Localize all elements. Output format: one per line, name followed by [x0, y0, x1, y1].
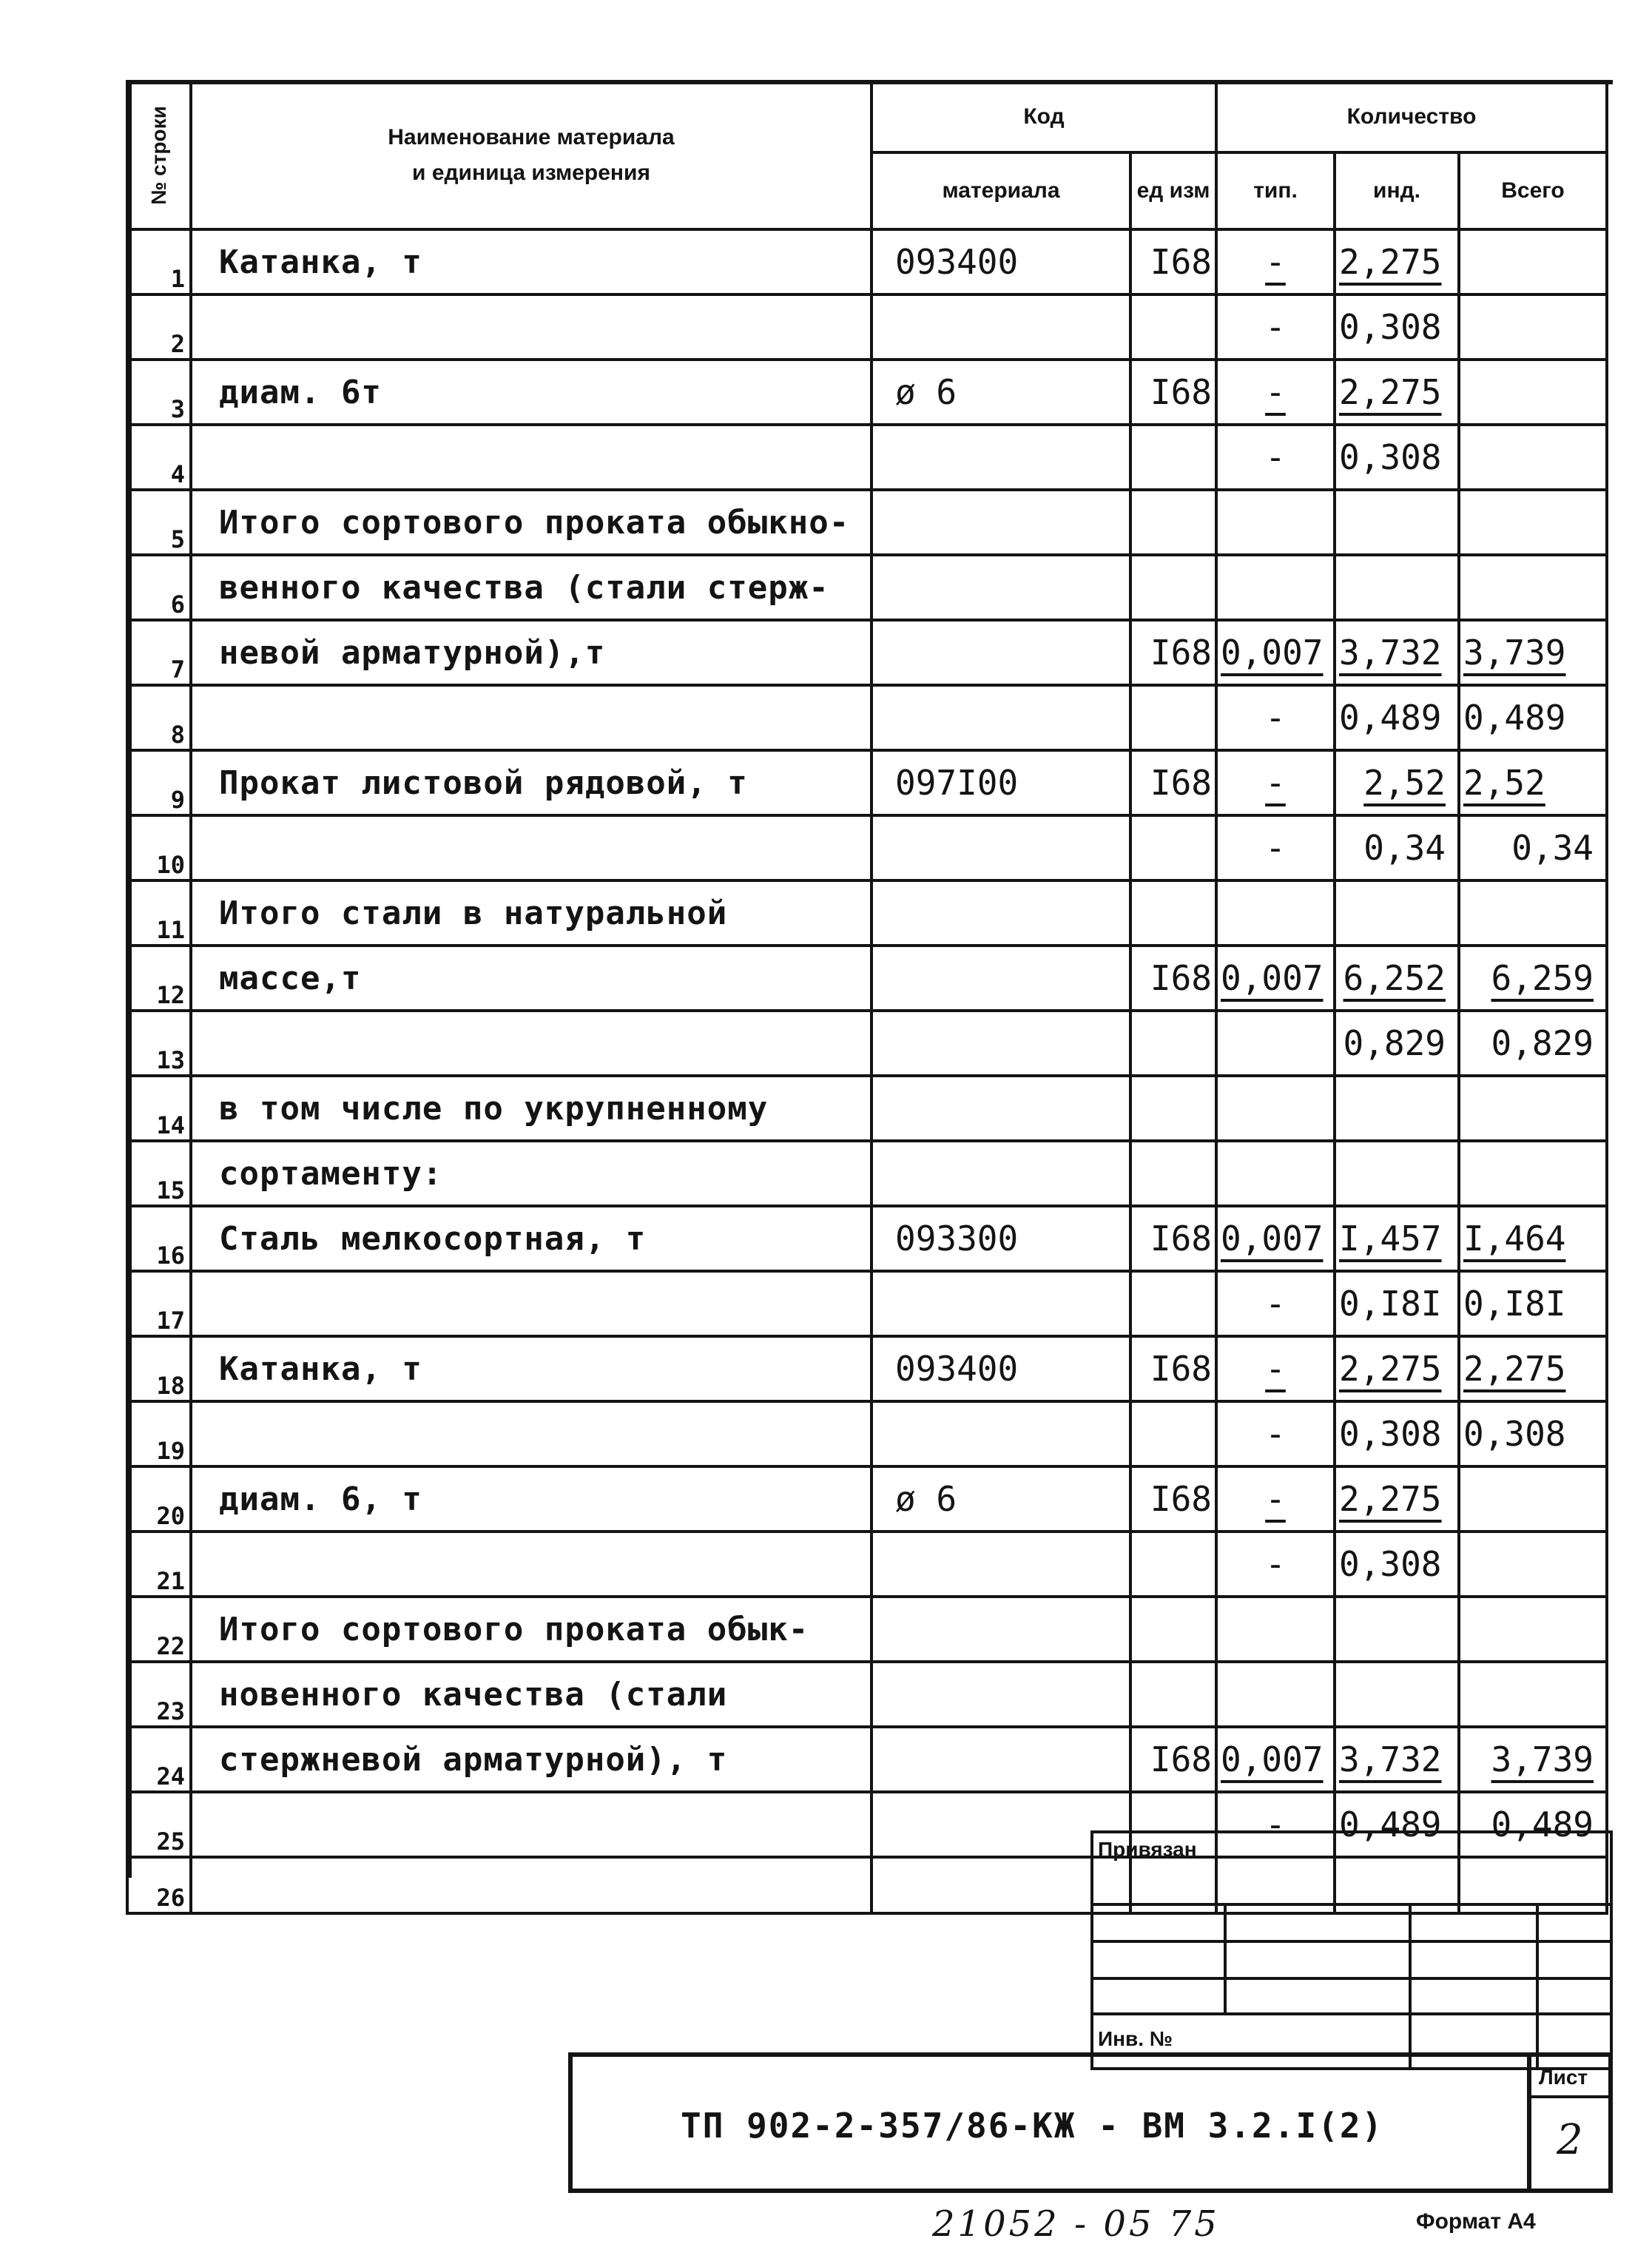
row-number: 3	[127, 360, 191, 425]
handwritten-note: 21052 - 05 75	[932, 2203, 1220, 2245]
material-name	[191, 1792, 871, 1857]
table-row	[127, 1401, 1607, 1466]
material-name: в том числе по укрупненному	[191, 1076, 871, 1141]
qty-total: 0,489	[1459, 685, 1607, 750]
row-number: 17	[127, 1271, 191, 1336]
qty-ind: 0,489	[1335, 1792, 1459, 1857]
qty-total	[1459, 294, 1607, 360]
material-name: невой арматурной),т	[191, 620, 871, 685]
unit-code	[1130, 425, 1216, 490]
qty-total: 2,275	[1459, 1336, 1607, 1401]
row-number-header: № строки	[127, 81, 191, 229]
unit-code: I68	[1130, 946, 1216, 1011]
material-name: Итого сортового проката обык-	[191, 1597, 871, 1662]
qty-typ	[1216, 1076, 1335, 1141]
qty-total: 0,34	[1459, 815, 1607, 880]
stamp-line	[1536, 1903, 1539, 2070]
unit-code: I68	[1130, 1727, 1216, 1792]
qty-total	[1459, 425, 1607, 490]
qty-ind	[1335, 880, 1459, 946]
material-name	[191, 1401, 871, 1466]
unit-code	[1130, 1532, 1216, 1597]
table-row	[127, 1662, 1607, 1727]
unit-code	[1130, 1401, 1216, 1466]
qty-typ: -	[1216, 425, 1335, 490]
qty-ind: 0,I8I	[1335, 1271, 1459, 1336]
material-code	[871, 1141, 1130, 1206]
qty-ind: 2,275	[1335, 360, 1459, 425]
table-row	[127, 1076, 1607, 1141]
material-code	[871, 620, 1130, 685]
table-row	[127, 1141, 1607, 1206]
material-name: Катанка, т	[191, 229, 871, 294]
qty-typ: 0,007	[1216, 1727, 1335, 1792]
table-row	[127, 1466, 1607, 1532]
qty-ind: 3,732	[1335, 620, 1459, 685]
qty-typ	[1216, 1597, 1335, 1662]
material-name: Итого сортового проката обыкно-	[191, 490, 871, 555]
material-code	[871, 1597, 1130, 1662]
material-name: Сталь мелкосортная, т	[191, 1206, 871, 1271]
qty-ind	[1335, 1141, 1459, 1206]
unit-code: I68	[1130, 1336, 1216, 1401]
material-name: диам. 6, т	[191, 1466, 871, 1532]
qty-ind: 0,308	[1335, 1401, 1459, 1466]
qty-ind: 6,252	[1335, 946, 1459, 1011]
material-name: сортаменту:	[191, 1141, 871, 1206]
unit-code: I68	[1130, 360, 1216, 425]
qty-total	[1459, 229, 1607, 294]
material-name	[191, 815, 871, 880]
qty-typ: 0,007	[1216, 620, 1335, 685]
qty-total	[1459, 1532, 1607, 1597]
unit-code	[1130, 490, 1216, 555]
qty-ind: 3,732	[1335, 1727, 1459, 1792]
table-row	[127, 294, 1607, 360]
unit-code	[1130, 1011, 1216, 1076]
row-number: 23	[127, 1662, 191, 1727]
unit-code	[1130, 1597, 1216, 1662]
unit-code	[1130, 1271, 1216, 1336]
stamp-line	[1527, 2095, 1613, 2098]
table-row	[127, 229, 1607, 294]
qty-total	[1459, 1466, 1607, 1532]
material-code	[871, 1011, 1130, 1076]
material-code	[871, 294, 1130, 360]
row-number: 19	[127, 1401, 191, 1466]
ind-header: инд.	[1335, 152, 1459, 229]
row-number: 24	[127, 1727, 191, 1792]
qty-typ	[1216, 1141, 1335, 1206]
unit-code	[1130, 880, 1216, 946]
qty-ind: 0,308	[1335, 425, 1459, 490]
material-name	[191, 1532, 871, 1597]
material-code	[871, 1076, 1130, 1141]
drawing-sheet	[126, 80, 1613, 2245]
material-name: стержневой арматурной), т	[191, 1727, 871, 1792]
table-row	[127, 1206, 1607, 1271]
table-row	[127, 1336, 1607, 1401]
row-number: 2	[127, 294, 191, 360]
material-name: Итого стали в натуральной	[191, 880, 871, 946]
row-number: 11	[127, 880, 191, 946]
stamp-line	[1090, 1903, 1613, 1906]
qty-ind	[1335, 1662, 1459, 1727]
qty-typ	[1216, 880, 1335, 946]
qty-total: 0,I8I	[1459, 1271, 1607, 1336]
material-name	[191, 1011, 871, 1076]
qty-total: I,464	[1459, 1206, 1607, 1271]
unit-code	[1130, 294, 1216, 360]
qty-total	[1459, 1597, 1607, 1662]
qty-typ: 0,007	[1216, 1206, 1335, 1271]
table-row	[127, 815, 1607, 880]
typ-header: тип.	[1216, 152, 1335, 229]
qty-typ: -	[1216, 1466, 1335, 1532]
table-row	[127, 620, 1607, 685]
row-number: 21	[127, 1532, 191, 1597]
qty-ind: 0,829	[1335, 1011, 1459, 1076]
qty-typ: 0,007	[1216, 946, 1335, 1011]
row-number: 16	[127, 1206, 191, 1271]
qty-ind: 0,34	[1335, 815, 1459, 880]
material-code: 093400	[871, 1336, 1130, 1401]
qty-ind	[1335, 490, 1459, 555]
inventory-number-label: Инв. №	[1098, 2027, 1173, 2050]
material-name: венного качества (стали стерж-	[191, 555, 871, 620]
qty-ind	[1335, 1597, 1459, 1662]
stamp-line	[1090, 1977, 1613, 1980]
row-number: 14	[127, 1076, 191, 1141]
sheet-label: Лист	[1539, 2066, 1588, 2089]
stamp-line	[1224, 1903, 1227, 2014]
qty-total: 3,739	[1459, 620, 1607, 685]
unit-code	[1130, 1662, 1216, 1727]
qty-total	[1459, 1662, 1607, 1727]
row-number: 8	[127, 685, 191, 750]
material-code	[871, 946, 1130, 1011]
qty-ind	[1335, 555, 1459, 620]
row-number: 15	[127, 1141, 191, 1206]
row-number: 4	[127, 425, 191, 490]
table-row	[127, 1597, 1607, 1662]
unit-code	[1130, 1076, 1216, 1141]
row-number: 12	[127, 946, 191, 1011]
document-code: ТП 902-2-357/86-КЖ - ВМ 3.2.I(2)	[681, 2106, 1384, 2146]
material-name: Прокат листовой рядовой, т	[191, 750, 871, 815]
material-name	[191, 685, 871, 750]
qty-typ: -	[1216, 1271, 1335, 1336]
qty-typ: -	[1216, 360, 1335, 425]
row-number: 22	[127, 1597, 191, 1662]
qty-total: 0,829	[1459, 1011, 1607, 1076]
material-code-header: материала	[871, 152, 1130, 229]
material-name: диам. 6т	[191, 360, 871, 425]
row-number: 1	[127, 229, 191, 294]
table-row	[127, 1532, 1607, 1597]
table-row	[127, 685, 1607, 750]
material-name	[191, 294, 871, 360]
qty-typ: -	[1216, 750, 1335, 815]
quantity-header: Количество	[1216, 81, 1607, 152]
row-number: 25	[127, 1792, 191, 1857]
row-number: 20	[127, 1466, 191, 1532]
unit-code: I68	[1130, 1466, 1216, 1532]
stamp-line	[1090, 1940, 1613, 1943]
unit-code: I68	[1130, 229, 1216, 294]
material-code: 097I00	[871, 750, 1130, 815]
material-code	[871, 1532, 1130, 1597]
qty-typ: -	[1216, 1401, 1335, 1466]
material-code	[871, 555, 1130, 620]
code-header: Код	[871, 81, 1216, 152]
material-code: ø 6	[871, 360, 1130, 425]
qty-typ	[1216, 1011, 1335, 1076]
qty-ind: 0,308	[1335, 294, 1459, 360]
material-code	[871, 880, 1130, 946]
material-code	[871, 685, 1130, 750]
material-name: массе,т	[191, 946, 871, 1011]
qty-total	[1459, 555, 1607, 620]
unit-code	[1130, 685, 1216, 750]
material-code	[871, 1662, 1130, 1727]
material-code	[871, 425, 1130, 490]
stamp-line	[1090, 2012, 1613, 2015]
material-code	[871, 1727, 1130, 1792]
qty-total	[1459, 880, 1607, 946]
qty-ind: 2,275	[1335, 1466, 1459, 1532]
unit-code: I68	[1130, 620, 1216, 685]
unit-code: I68	[1130, 750, 1216, 815]
material-code: 093400	[871, 229, 1130, 294]
material-code	[871, 1271, 1130, 1336]
row-number: 13	[127, 1011, 191, 1076]
qty-total	[1459, 1141, 1607, 1206]
material-name	[191, 1857, 871, 1913]
qty-total	[1459, 360, 1607, 425]
stamp-line	[1409, 1903, 1412, 2070]
stamp-line	[1527, 2052, 1531, 2193]
qty-ind: 2,52	[1335, 750, 1459, 815]
qty-total: 6,259	[1459, 946, 1607, 1011]
row-number: 7	[127, 620, 191, 685]
table-row	[127, 750, 1607, 815]
material-code: ø 6	[871, 1466, 1130, 1532]
format-label: Формат A4	[1416, 2209, 1536, 2234]
row-number: 6	[127, 555, 191, 620]
unit-code	[1130, 815, 1216, 880]
table-row	[127, 360, 1607, 425]
qty-typ: -	[1216, 229, 1335, 294]
material-name	[191, 425, 871, 490]
qty-typ: -	[1216, 685, 1335, 750]
qty-ind	[1335, 1076, 1459, 1141]
table-row	[127, 425, 1607, 490]
sheet-number: 2	[1557, 2116, 1583, 2164]
material-code	[871, 1401, 1130, 1466]
material-code	[871, 815, 1130, 880]
qty-ind: 0,489	[1335, 685, 1459, 750]
material-code	[871, 490, 1130, 555]
material-name-header: Наименование материала и единица измерения	[191, 81, 871, 229]
row-number: 18	[127, 1336, 191, 1401]
table-row	[127, 490, 1607, 555]
qty-typ	[1216, 490, 1335, 555]
qty-typ	[1216, 1662, 1335, 1727]
table-row	[127, 1271, 1607, 1336]
qty-typ	[1216, 555, 1335, 620]
material-code: 093300	[871, 1206, 1130, 1271]
material-name: Катанка, т	[191, 1336, 871, 1401]
qty-ind: 2,275	[1335, 229, 1459, 294]
row-number: 5	[127, 490, 191, 555]
qty-ind: 2,275	[1335, 1336, 1459, 1401]
material-name: новенного качества (стали	[191, 1662, 871, 1727]
table-row	[127, 1727, 1607, 1792]
row-number: 10	[127, 815, 191, 880]
row-number: 9	[127, 750, 191, 815]
unit-code: I68	[1130, 1206, 1216, 1271]
table-row	[127, 880, 1607, 946]
qty-typ: -	[1216, 1792, 1335, 1857]
qty-typ: -	[1216, 815, 1335, 880]
qty-ind: I,457	[1335, 1206, 1459, 1271]
qty-total	[1459, 490, 1607, 555]
qty-total: 2,52	[1459, 750, 1607, 815]
qty-ind: 0,308	[1335, 1532, 1459, 1597]
materials-table	[126, 80, 1608, 1915]
unit-code	[1130, 555, 1216, 620]
qty-total: 3,739	[1459, 1727, 1607, 1792]
qty-typ: -	[1216, 294, 1335, 360]
table-row	[127, 946, 1607, 1011]
qty-typ: -	[1216, 1532, 1335, 1597]
row-number: 26	[127, 1857, 191, 1913]
table-row	[127, 555, 1607, 620]
table-row	[127, 1011, 1607, 1076]
total-header: Всего	[1459, 152, 1607, 229]
unit-header: ед изм	[1130, 152, 1216, 229]
unit-code	[1130, 1141, 1216, 1206]
material-name	[191, 1271, 871, 1336]
attached-label: Привязан	[1098, 1838, 1197, 1861]
qty-total: 0,308	[1459, 1401, 1607, 1466]
qty-total: 0,489	[1459, 1792, 1607, 1857]
qty-total	[1459, 1076, 1607, 1141]
qty-typ: -	[1216, 1336, 1335, 1401]
